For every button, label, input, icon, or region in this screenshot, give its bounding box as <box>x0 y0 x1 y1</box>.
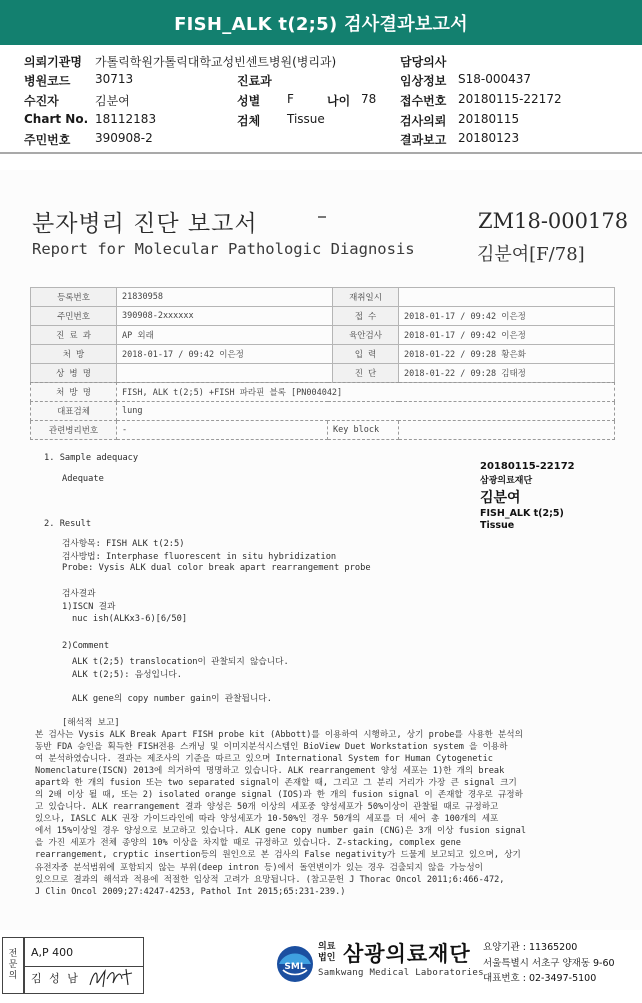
chart-no-value: 18112183 <box>95 112 157 126</box>
test-method: 검사방법: Interphase fluorescent in situ hybridization <box>62 552 337 562</box>
rx-label: 처 방 명 <box>31 383 117 402</box>
stamp-name: 김분여 <box>480 490 521 506</box>
request-label: 검사의뢰 <box>400 114 447 128</box>
org-prefix <box>318 942 335 964</box>
table-row <box>31 383 615 402</box>
gross-label: 육안검사 <box>333 326 399 345</box>
sml-logo-icon <box>275 940 315 988</box>
table-row <box>31 364 615 383</box>
comment-line-1: ALK t(2;5) translocation이 관찰되지 않습니다. <box>72 657 289 667</box>
accept-label: 접 수 <box>333 307 399 326</box>
specialist-char: 의 <box>8 971 18 981</box>
table-row <box>31 288 615 307</box>
stamp-receipt: 20180115-22172 <box>480 461 575 472</box>
hospital-code-label: 병원코드 <box>24 74 71 88</box>
interpretation-line: 고 있습니다. ALK rearrangement 결과 양성은 50개 이상의 세포중 양성세포가 50%이상이 관찰될 때로 규정하고 <box>35 802 499 813</box>
section1-value: Adequate <box>62 474 104 484</box>
rrn-label: 주민번호 <box>24 133 71 147</box>
report-title: FISH_ALK t(2;5) 검사결과보고서 <box>174 13 468 35</box>
org-address: 서울특별시 서초구 양재동 9-60 <box>483 957 615 969</box>
hospital-code-value: 30713 <box>95 72 134 86</box>
patient-label: 수진자 <box>24 94 59 108</box>
patient-tag: 김분여[F/78] <box>477 244 585 265</box>
section2-heading: 2. Result <box>44 519 92 529</box>
stamp-specimen: Tissue <box>480 520 515 531</box>
order-table <box>30 382 615 440</box>
org-name-english: Samkwang Medical Laboratories <box>318 968 484 978</box>
test-probe: Probe: Vysis ALK dual color break apart rearrangement probe <box>62 563 371 573</box>
interpretation-line: rearrangement, cryptic insertion등의 원인으로 본 검사의 False negativity가 드물게 보고되고 있으며, 상기 <box>35 850 521 861</box>
table-row <box>31 326 615 345</box>
org-contact <box>483 940 615 987</box>
stamp-test: FISH_ALK t(2;5) <box>480 508 564 519</box>
specialist-char: 전 <box>8 949 18 959</box>
report-date-value: 20180123 <box>458 131 520 145</box>
org-name: 삼광의료재단 <box>343 942 471 966</box>
signer-name: 김 성 남 <box>31 972 80 985</box>
institution-label: 의뢰기관명 <box>24 55 82 69</box>
comment-line-2: ALK t(2;5): 음성입니다. <box>72 670 182 680</box>
diag-label: 진 단 <box>333 364 399 383</box>
interpretation-line: Nomenclature(ISCN) 2013에 의거하여 명명하고 있습니다. ALK rearrangement 양성 세포는 1)한 개의 break <box>35 766 505 777</box>
org-prefix-line: 의료 <box>318 942 336 952</box>
related-label: 관련병리번호 <box>31 421 117 440</box>
interpretation-line: 있으므로 결과의 해석과 적용에 적절한 임상적 고려가 요망됩니다. (참고문헌 J Thorac Oncol 2011;6:466-472, <box>35 874 505 885</box>
interpretation-line: 동반 FDA 승인을 획득한 FISH전용 스캐닝 및 이미지분석시스템인 BioView Duet Workstation system 을 이용하 <box>35 742 508 753</box>
interpretation-line: 을 가진 세포가 전체 종양의 10% 이상을 차지할 때로 규정하고 있습니다. Z-stacking, complex gene <box>35 838 461 849</box>
interpretation-body <box>35 729 615 898</box>
reg-no-label: 등록번호 <box>31 288 117 307</box>
divider-mark <box>318 216 326 218</box>
interpretation-line: 의 2배 이상 될 때, 또는 2) isolated orange signal (IOS)과 한 개의 fusion signal 이 존재할 경우로 규정하 <box>35 790 523 801</box>
rrn-table-value: 390908-2xxxxxx <box>117 307 333 326</box>
clinical-info-label: 임상정보 <box>400 74 447 88</box>
table-row <box>31 307 615 326</box>
dept-table-label: 진 료 과 <box>31 326 117 345</box>
specialist-char: 문 <box>8 960 18 970</box>
comment-heading: 2)Comment <box>62 641 110 651</box>
gross-value: 2018-01-17 / 09:42 이은정 <box>399 326 615 345</box>
report-title-english: Report for Molecular Pathologic Diagnosis <box>32 240 415 258</box>
interpretation-heading: [해석적 보고] <box>62 718 120 728</box>
specimen-label: 검체 <box>237 114 261 128</box>
dept-table-value: AP 외래 <box>117 326 333 345</box>
input-label: 입 력 <box>333 345 399 364</box>
specimen-value: Tissue <box>287 112 325 126</box>
rx-value: FISH, ALK t(2;5) +FISH 파라핀 블록 [PN004042] <box>117 383 615 402</box>
request-value: 20180115 <box>458 112 520 126</box>
header-divider <box>0 152 642 154</box>
logo-text: SML <box>284 962 306 972</box>
rep-specimen-value: lung <box>117 402 615 421</box>
test-item: 검사항목: FISH ALK t(2:5) <box>62 539 185 549</box>
table-row <box>31 402 615 421</box>
ward-value <box>117 364 333 383</box>
sex-label: 성별 <box>237 94 261 108</box>
ward-label: 상 병 명 <box>31 364 117 383</box>
org-prefix-line: 법인 <box>318 953 336 963</box>
registration-table <box>30 287 615 383</box>
order-value: 2018-01-17 / 09:42 이은정 <box>117 345 333 364</box>
specimen-stamp <box>480 461 575 531</box>
input-value: 2018-01-22 / 09:28 황은화 <box>399 345 615 364</box>
interpretation-line: 여 분석하였습니다. 결과는 제조사의 기준을 따르고 있으며 International System for Human Cytogenetic <box>35 754 493 765</box>
clinical-info-value: S18-000437 <box>458 72 532 86</box>
report-title-korean: 분자병리 진단 보고서 <box>32 211 258 237</box>
interpretation-line: 있으나, IASLC ALK 권장 가이드라인에 따라 양성세포가 10-50%인 경우 50개의 세포를 더 세어 총 100개의 세포 <box>35 814 499 825</box>
interpretation-line: 유전자중 분석범위에 포함되지 않는 부위(deep intron 등)에서 돌연변이가 있는 경우 검출되지 않을 가능성이 <box>35 862 483 873</box>
report-date-label: 결과보고 <box>400 133 447 147</box>
result-heading: 검사결과 <box>62 589 96 599</box>
comment-line-3: ALK gene의 copy number gain이 관찰됩니다. <box>72 694 272 704</box>
header-info <box>0 48 642 150</box>
age-value: 78 <box>361 92 377 106</box>
institution-value: 가톨릭학원가톨릭대학교성빈센트병원(병리과) <box>95 55 337 69</box>
signer-box <box>24 937 144 994</box>
rrn-table-label: 주민번호 <box>31 307 117 326</box>
iscn-heading: 1)ISCN 결과 <box>62 602 116 612</box>
accept-value: 2018-01-17 / 09:42 이은정 <box>399 307 615 326</box>
report-number: ZM18-000178 <box>478 209 629 233</box>
signer-code: A,P 400 <box>31 946 74 959</box>
order-label: 처 방 <box>31 345 117 364</box>
agency-number: 요양기관 : 11365200 <box>483 942 578 953</box>
dept-label: 진료과 <box>237 74 272 88</box>
doctor-label: 담당의사 <box>400 55 447 69</box>
receipt-no-value: 20180115-22172 <box>458 92 562 106</box>
keyblock-value <box>399 421 615 440</box>
rrn-value: 390908-2 <box>95 131 153 145</box>
table-row <box>31 345 615 364</box>
sex-value: F <box>287 92 294 106</box>
org-phone: 대표번호 : 02-3497-5100 <box>483 973 597 984</box>
interpretation-line: apart와 한 개의 fusion 또는 two separated signal이 존재할 때, 그리고 그 분리 거리가 가장 큰 signal 크기 <box>35 778 517 789</box>
interpretation-line: 에서 15%이상일 경우 양성으로 보고하고 있습니다. ALK gene copy number gain (CNG)은 3개 이상 fusion signal <box>35 826 527 837</box>
interpretation-line: J Clin Oncol 2009;27:4247-4253, Pathol Int 2015;65:231-239.) <box>35 886 346 897</box>
patient-value: 김분여 <box>95 94 130 108</box>
rep-specimen-label: 대표검체 <box>31 402 117 421</box>
chart-no-label: Chart No. <box>24 112 89 126</box>
age-label: 나이 <box>327 94 351 108</box>
specialist-label <box>2 937 24 994</box>
report-title-bar <box>0 0 642 45</box>
reissue-value <box>399 288 615 307</box>
iscn-value: nuc ish(ALKx3-6)[6/50] <box>72 614 188 624</box>
keyblock-label: Key block <box>328 421 399 440</box>
reissue-label: 재취일시 <box>333 288 399 307</box>
related-value: - <box>117 421 328 440</box>
diag-value: 2018-01-22 / 09:28 김태정 <box>399 364 615 383</box>
reg-no-value: 21830958 <box>117 288 333 307</box>
stamp-org: 삼광의료재단 <box>480 476 533 486</box>
interpretation-line: 본 검사는 Vysis ALK Break Apart FISH probe kit (Abbott)를 이용하여 시행하고, 상기 probe를 사용한 분석의 <box>35 730 523 740</box>
signature-icon <box>88 965 136 991</box>
table-row <box>31 421 615 440</box>
section1-heading: 1. Sample adequacy <box>44 453 139 463</box>
receipt-no-label: 접수번호 <box>400 94 447 108</box>
